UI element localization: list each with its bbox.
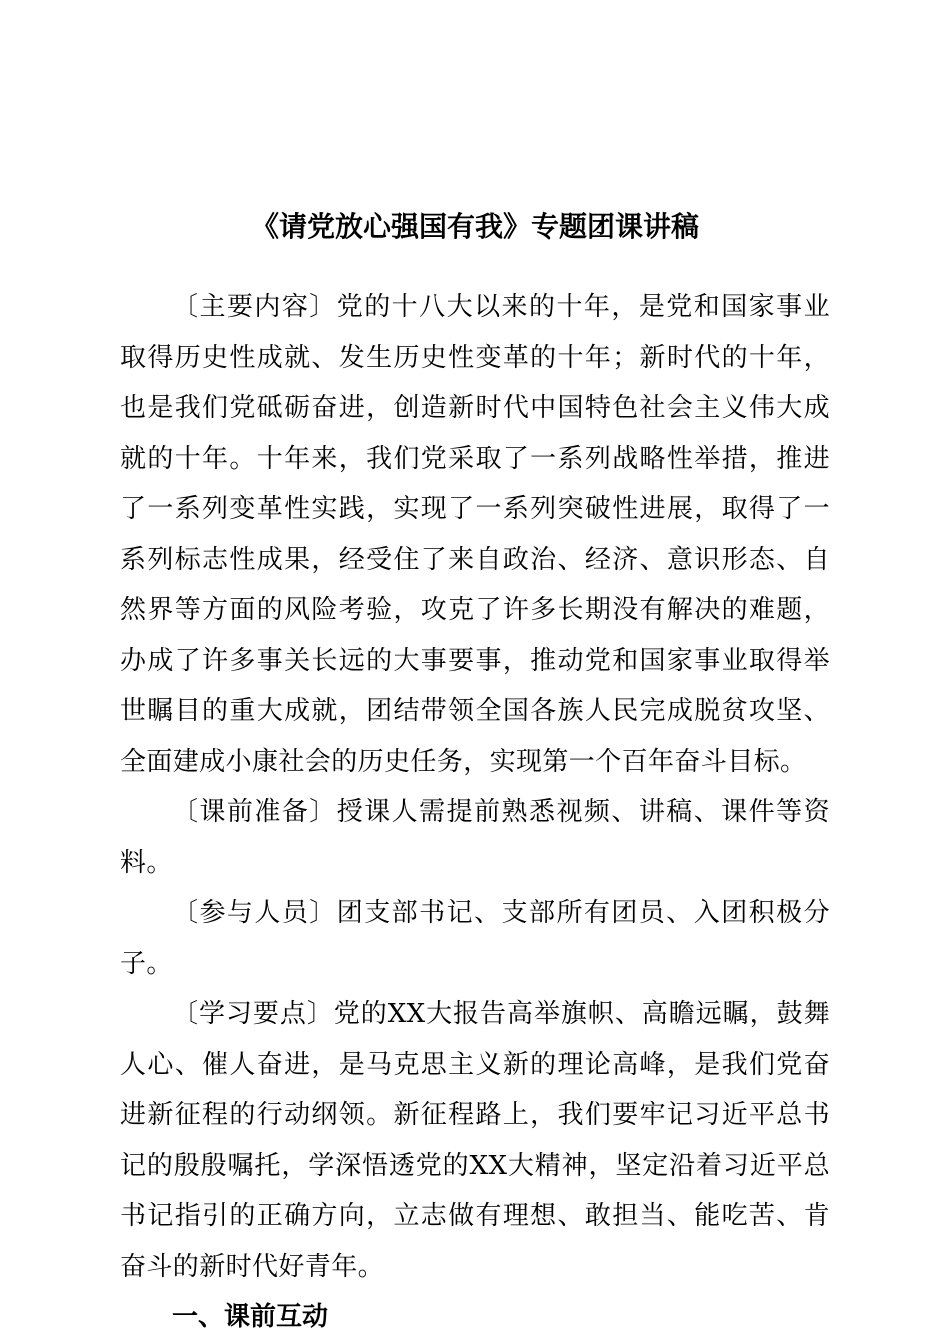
- paragraph-main-content: 〔主要内容〕党的十八大以来的十年，是党和国家事业取得历史性成就、发生历史性变革的十年；新时代的十年，也是我们党砥砺奋进，创造新时代中国特色社会主义伟大成就的十年。十年来，我们党采取了一系列战略性举措，推进了一系列变革性实践，实现了一系列突破性进展，取得了一系列标志性成果，经受住了来自政治、经济、意识形态、自然界等方面的风险考验，攻克了许多长期没有解决的难题，办成了许多事关长远的大事要事，推动党和国家事业取得举世瞩目的重大成就，团结带领全国各族人民完成脱贫攻坚、全面建成小康社会的历史任务，实现第一个百年奋斗目标。: [120, 292, 830, 777]
- document-body: [120, 282, 830, 1343]
- paragraph-preparation: 〔课前准备〕授课人需提前熟悉视频、讲稿、课件等资料。: [120, 797, 830, 878]
- paragraph-participants: 〔参与人员〕团支部书记、支部所有团员、入团积极分子。: [120, 898, 830, 979]
- paragraph-key-points: 〔学习要点〕党的XX大报告高举旗帜、高瞻远瞩，鼓舞人心、催人奋进，是马克思主义新的理论高峰，是我们党奋进新征程的行动纲领。新征程路上，我们要牢记习近平总书记的殷殷嘱托，学深悟透党的XX大精神，坚定沿着习近平总书记指引的正确方向，立志做有理想、敢担当、能吃苦、肯奋斗的新时代好青年。: [120, 999, 830, 1282]
- section-heading: 一、课前互动: [172, 1302, 329, 1332]
- document-title: 《请党放心强国有我》专题团课讲稿: [250, 210, 699, 243]
